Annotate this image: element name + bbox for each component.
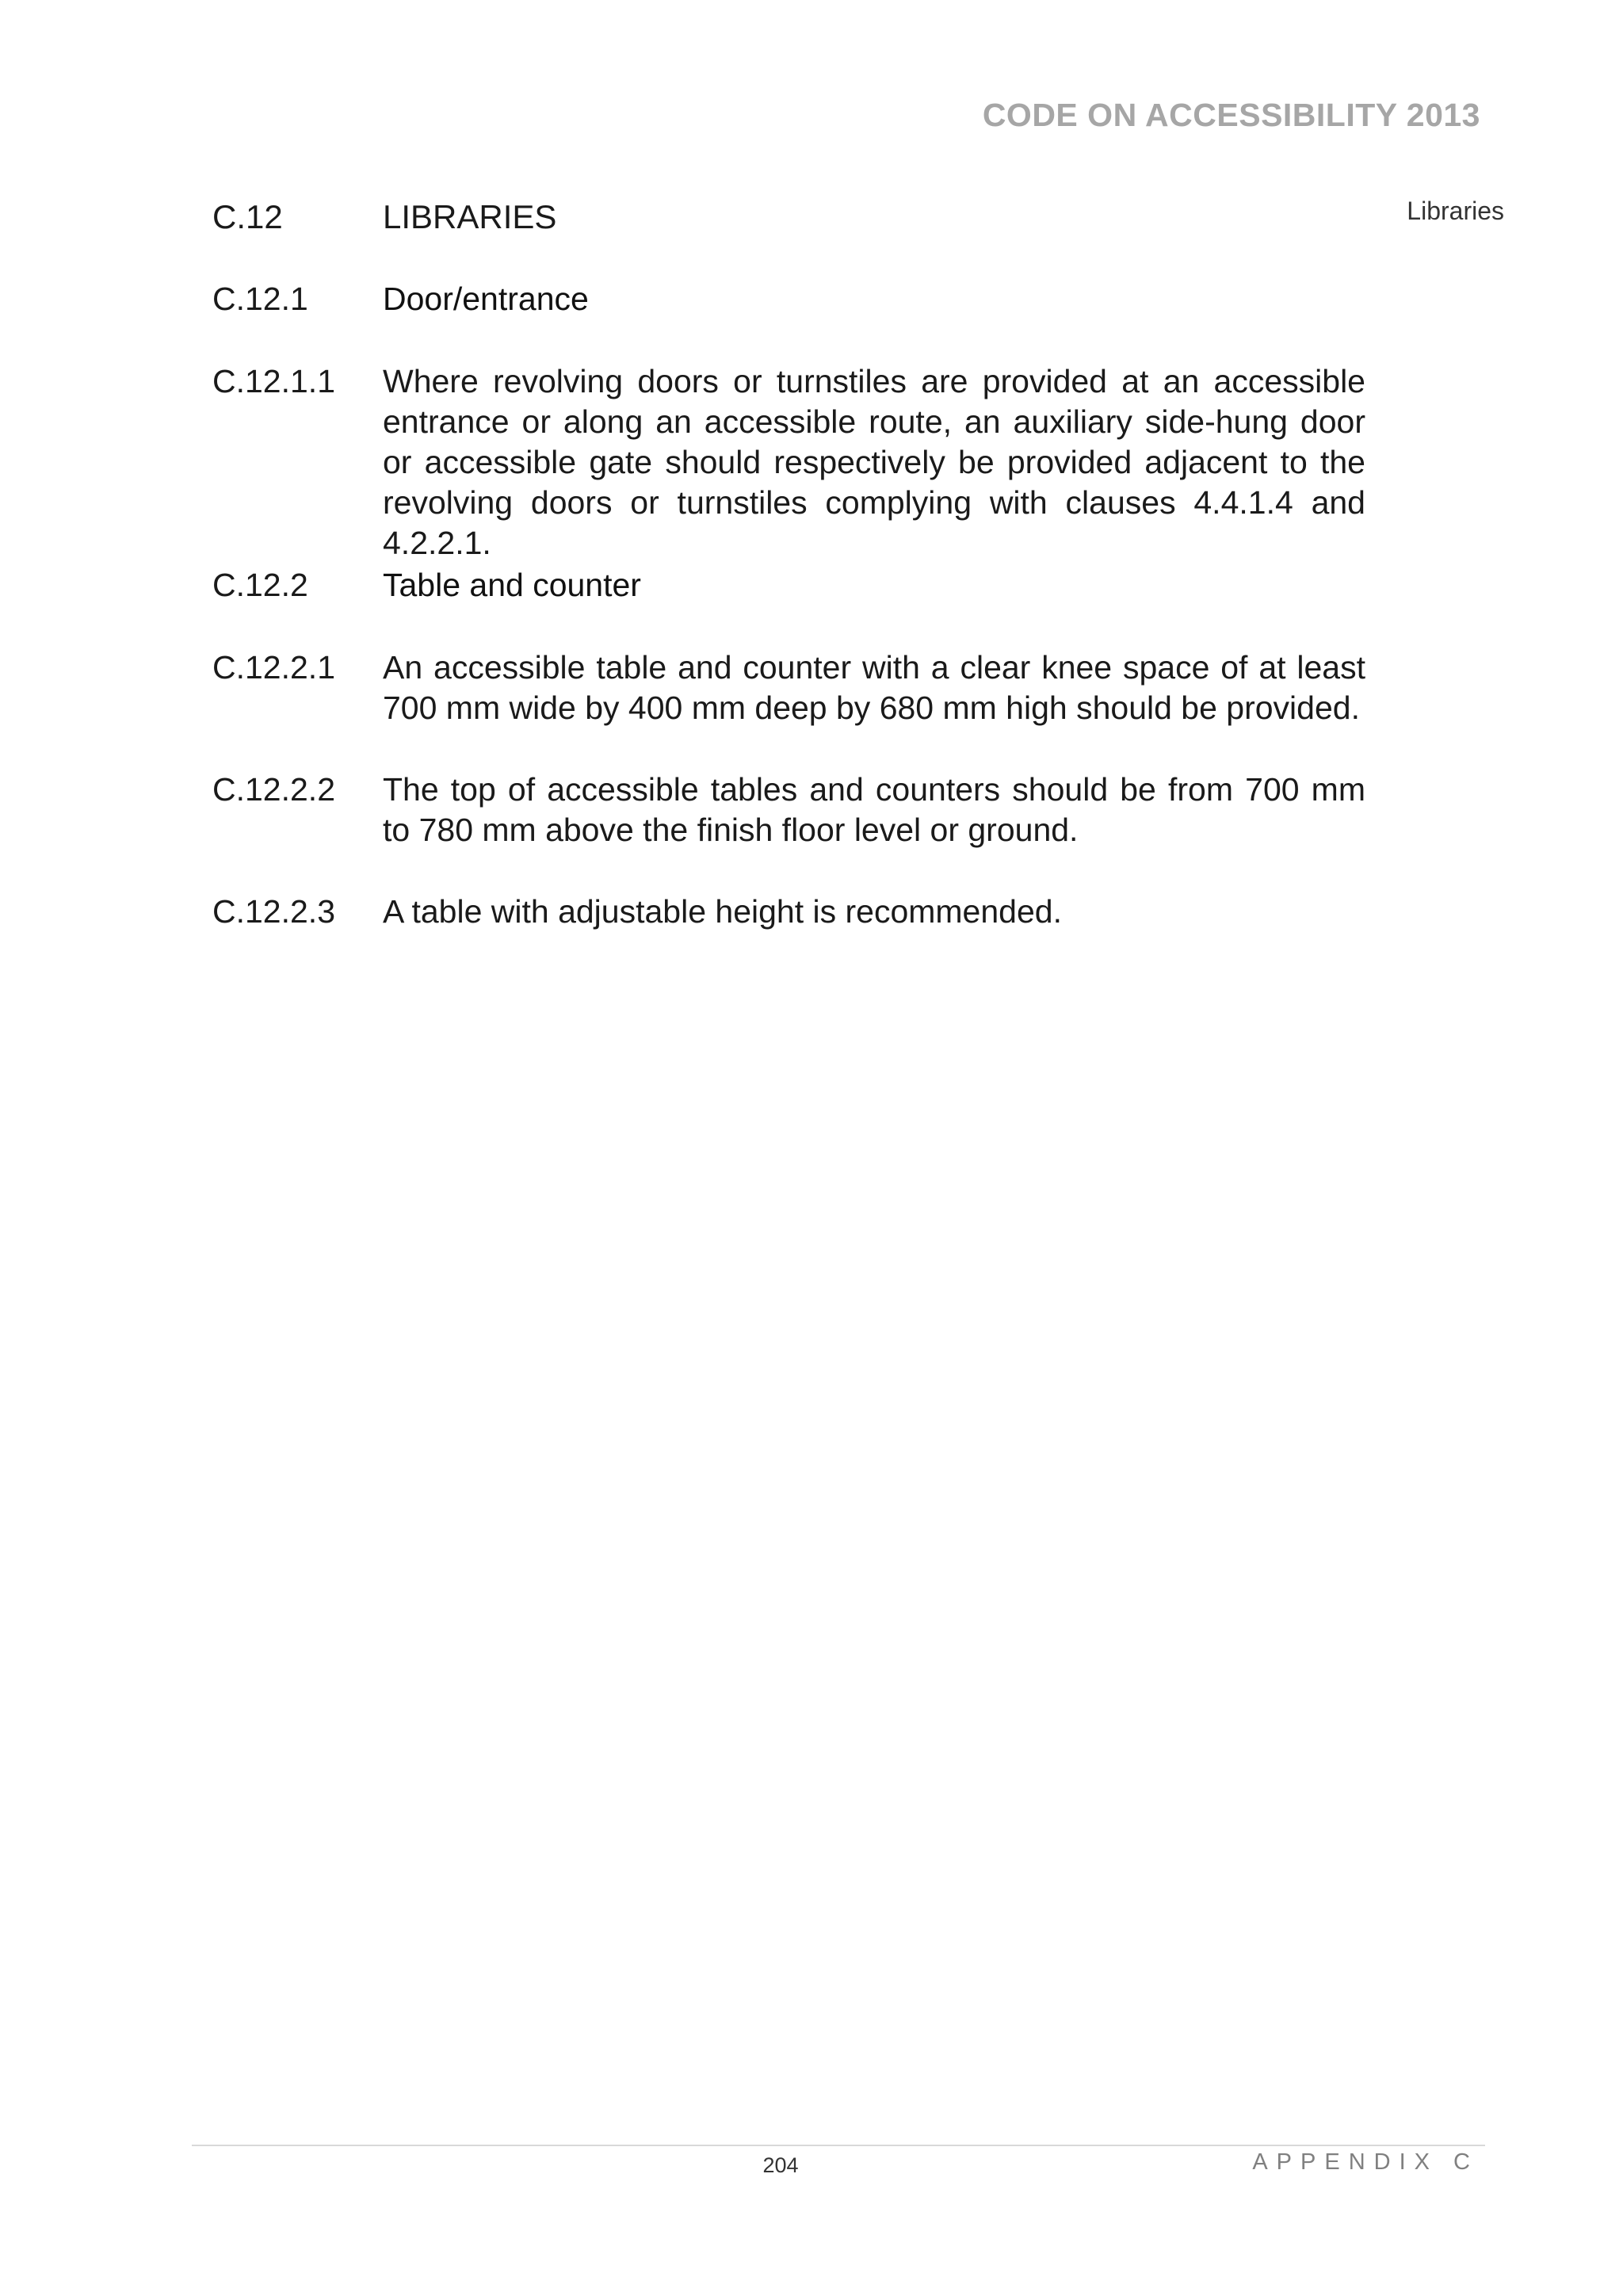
subsection-number: C.12.1: [212, 281, 308, 317]
clause-paragraph: [212, 770, 1365, 850]
section-title: LIBRARIES: [383, 198, 557, 235]
document-header-title: CODE ON ACCESSIBILITY 2013: [982, 97, 1480, 133]
page-number: 204: [762, 2153, 799, 2177]
section-number: C.12: [212, 198, 283, 235]
appendix-label: APPENDIX C: [1252, 2149, 1479, 2175]
clause-paragraph: [212, 648, 1365, 728]
clause-text: A table with adjustable height is recommended.: [383, 893, 1062, 930]
clause-number: C.12.2.3: [212, 893, 335, 930]
clause-paragraph: [212, 892, 1365, 932]
clause-number: C.12.2.1: [212, 649, 335, 686]
clause-text: An accessible table and counter with a clear knee space of at least 700 mm wide by 400 mm deep by 680 mm high should be provided.: [383, 649, 1365, 726]
subsection-number: C.12.2: [212, 567, 308, 603]
margin-note: Libraries: [1407, 197, 1504, 225]
clause-paragraph: [212, 361, 1365, 563]
clause-text: The top of accessible tables and counters should be from 700 mm to 780 mm above the finish floor level or ground.: [383, 771, 1365, 848]
subsection-title: Door/entrance: [383, 281, 589, 317]
clause-number: C.12.1.1: [212, 363, 335, 399]
subsection-heading: [212, 279, 1365, 319]
subsection-title: Table and counter: [383, 567, 641, 603]
clause-text: Where revolving doors or turnstiles are provided at an accessible entrance or along an accessible route, an auxiliary side-hung door or accessible gate should respectively be provided adjacent to the revolving doors or turnstiles complying with clauses 4.4.1.4 and 4.2.2.1.: [383, 363, 1365, 561]
footer-divider: [192, 2145, 1485, 2146]
clause-number: C.12.2.2: [212, 771, 335, 808]
section-heading: [212, 197, 1365, 237]
subsection-heading: [212, 565, 1365, 606]
